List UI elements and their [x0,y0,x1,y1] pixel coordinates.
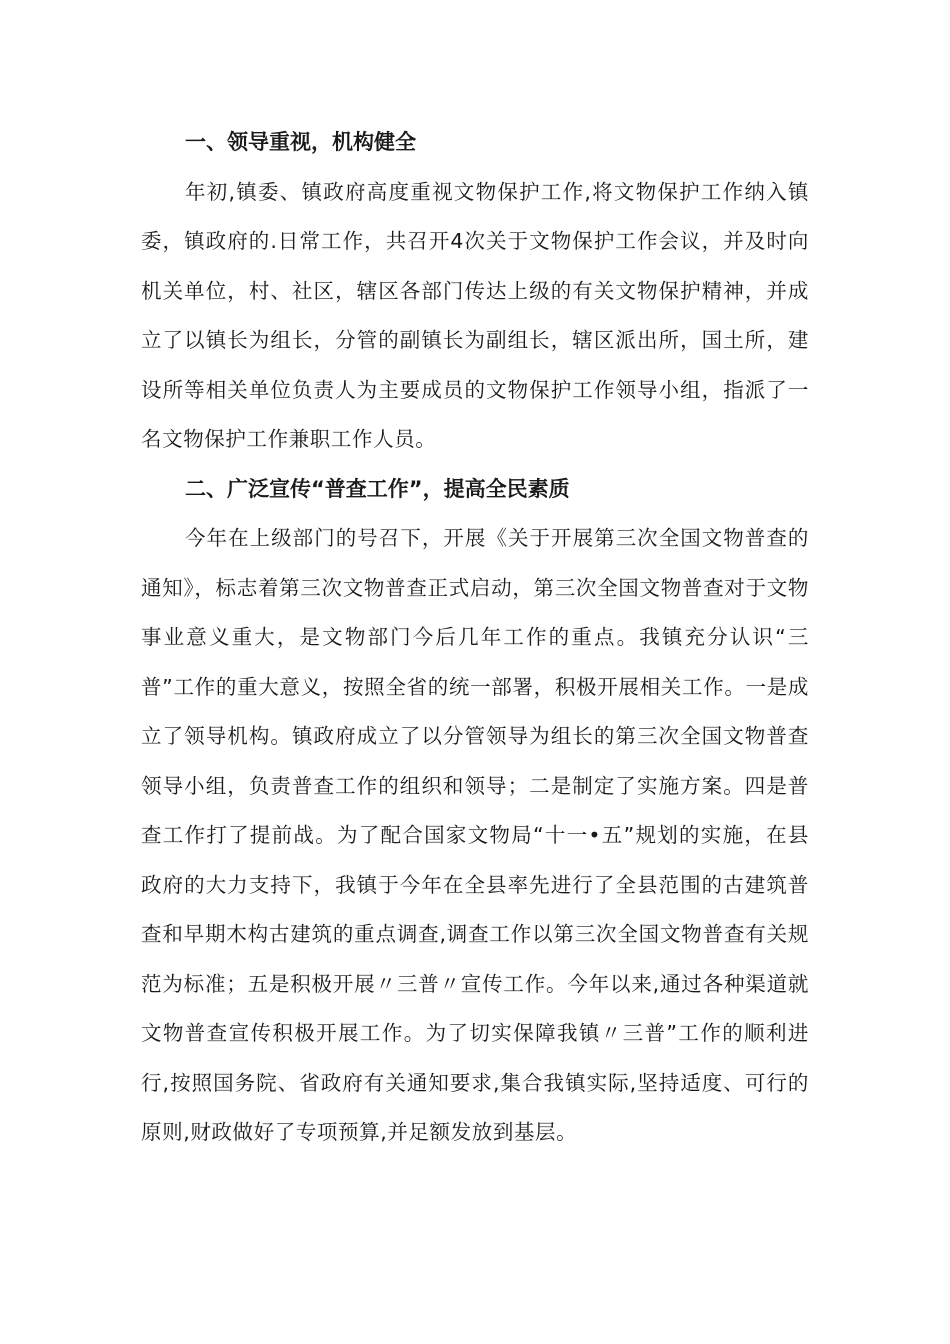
section-1-heading: 一、领导重视，机构健全 [185,130,416,154]
section-2-heading: 二、广泛宣传“普查工作”，提高全民素质 [185,476,570,501]
section-2-paragraph: 今年在上级部门的号召下，开展《关于开展第三次全国文物普查的通知》，标志着第三次文物普查正式启动，第三次全国文物普查对于文物事业意义重大，是文物部门今后几年工作的重点。我镇充分认识“三普”工作的重大意义，按照全省的统一部署，积极开展相关工作。一是成立了领导机构。镇政府成立了以分管领导为组长的第三次全国文物普查领导小组，负责普查工作的组织和领导；二是制定了实施方案。四是普查工作打了提前战。为了配合国家文物局“十一•五”规划的实施，在县政府的大力支持下，我镇于今年在全县率先进行了全县范围的古建筑普查和早期木构古建筑的重点调查,调查工作以第三次全国文物普查有关规范为标准；五是积极开展〃三普〃宣传工作。今年以来,通过各种渠道就文物普查宣传积极开展工作。为了切实保障我镇〃三普”工作的顺利进行,按照国务院、省政府有关通知要求,集合我镇实际,坚持适度、可行的原则,财政做好了专项预算,并足额发放到基层。 [141,526,809,1144]
section-1-paragraph: 年初,镇委、镇政府高度重视文物保护工作,将文物保护工作纳入镇委，镇政府的.日常工作，共召开4次关于文物保护工作会议，并及时向机关单位，村、社区，辖区各部门传达上级的有关文物保护精神，并成立了以镇长为组长，分管的副镇长为副组长，辖区派出所，国土所，建设所等相关单位负责人为主要成员的文物保护工作领导小组，指派了一名文物保护工作兼职工作人员。 [141,179,809,451]
document-page [141,118,809,1158]
